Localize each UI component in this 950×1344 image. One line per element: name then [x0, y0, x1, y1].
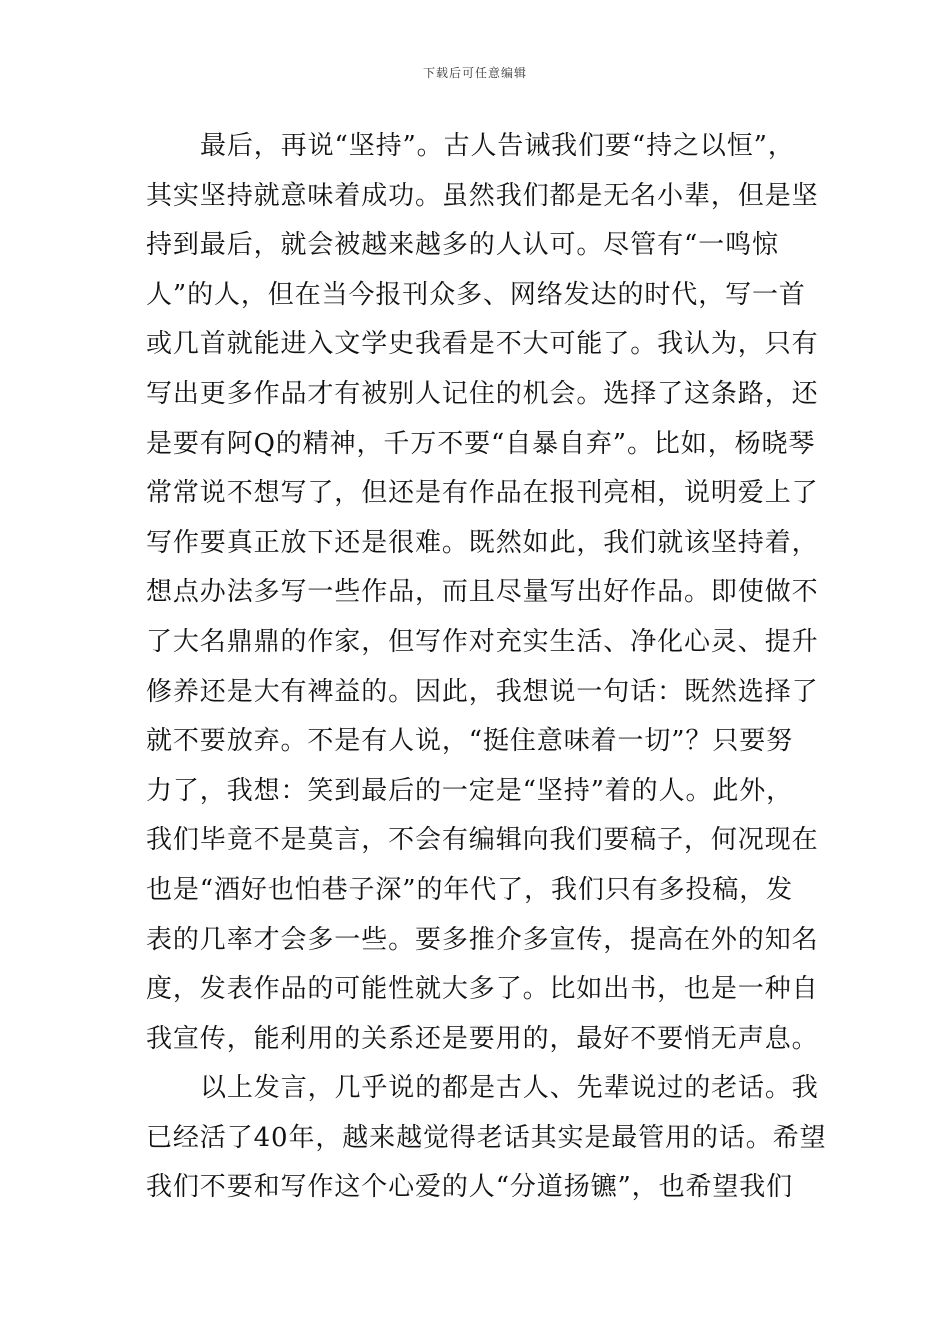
page-header: 下载后可任意编辑: [422, 66, 527, 80]
paragraph-2: [146, 1064, 827, 1213]
text-line: 想点办法多写一些作品，而且尽量写出好作品。即使做不: [146, 577, 819, 608]
text-line: 以上发言，几乎说的都是古人、先辈说过的老话。我: [200, 1073, 819, 1104]
text-line: 表的几率才会多一些。要多推介多宣传，提高在外的知名: [146, 924, 819, 955]
text-line: 人”的人，但在当今报刊众多、网络发达的时代，写一首: [146, 279, 806, 310]
text-line: 写作要真正放下还是很难。既然如此，我们就该坚持着，: [146, 527, 819, 558]
text-line: 写出更多作品才有被别人记住的机会。选择了这条路，还: [146, 378, 819, 409]
text-line: 已经活了40年，越来越觉得老话其实是最管用的话。希望: [146, 1122, 827, 1153]
body-text: [146, 122, 827, 1213]
text-line: 我们毕竟不是莫言，不会有编辑向我们要稿子，何况现在: [146, 825, 819, 856]
text-line: 了大名鼎鼎的作家，但写作对充实生活、净化心灵、提升: [146, 626, 819, 657]
text-line: 其实坚持就意味着成功。虽然我们都是无名小辈，但是坚: [146, 180, 819, 211]
text-line: 或几首就能进入文学史我看是不大可能了。我认为，只有: [146, 329, 819, 360]
paragraph-1: [146, 122, 819, 1064]
text-line: 就不要放弃。不是有人说，“挺住意味着一切”？只要努: [146, 726, 794, 757]
text-line: 度，发表作品的可能性就大多了。比如出书，也是一种自: [146, 974, 819, 1005]
text-line: 修养还是大有裨益的。因此，我想说一句话：既然选择了: [146, 676, 819, 707]
text-line: 我们不要和写作这个心爱的人“分道扬镳”，也希望我们: [146, 1172, 794, 1203]
text-line: 也是“酒好也怕巷子深”的年代了，我们只有多投稿，发: [146, 874, 794, 905]
text-line: 力了，我想：笑到最后的一定是“坚持”着的人。此外，: [146, 775, 794, 806]
text-line: 我宣传，能利用的关系还是要用的，最好不要悄无声息。: [146, 1023, 819, 1054]
text-line: 常常说不想写了，但还是有作品在报刊亮相，说明爱上了: [146, 478, 819, 509]
text-line: 最后，再说“坚持”。古人告诫我们要“持之以恒”，: [200, 131, 795, 161]
text-line: 是要有阿Q的精神，千万不要“自暴自弃”。比如，杨晓琴: [146, 428, 816, 459]
text-line: 持到最后，就会被越来越多的人认可。尽管有“一鸣惊: [146, 230, 779, 261]
